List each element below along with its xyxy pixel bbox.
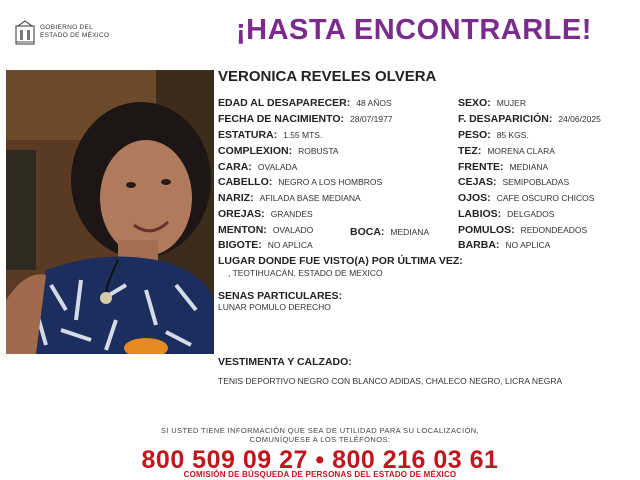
field-label: OREJAS: xyxy=(218,208,265,220)
clothing-label: VESTIMENTA Y CALZADO: xyxy=(218,356,352,368)
field-value: OVALADA xyxy=(257,162,298,172)
contact-info-line-1: SI USTED TIENE INFORMACIÓN QUE SEA DE UTILIDAD PARA SU LOCALIZACIÓN, xyxy=(160,426,480,435)
field-ears xyxy=(218,206,313,221)
logo-line-2: ESTADO DE MÉXICO xyxy=(40,32,110,39)
field-value: 24/06/2025 xyxy=(558,114,601,124)
field-label: MENTON: xyxy=(218,224,267,236)
field-value: OVALADO xyxy=(272,225,314,235)
commission-name: COMISIÓN DE BÚSQUEDA DE PERSONAS DEL ESTADO DE MÉXICO xyxy=(183,470,457,479)
field-value: MORENA CLARA xyxy=(487,146,555,156)
field-value: REDONDEADOS xyxy=(520,225,588,235)
field-height xyxy=(218,127,322,142)
field-label: SEXO: xyxy=(458,97,491,109)
field-value: MEDIANA xyxy=(509,162,549,172)
field-hair xyxy=(218,174,382,189)
contact-info-line-2: COMUNÍQUESE A LOS TELÉFONOS: xyxy=(249,435,391,444)
distinguishing-marks-label: SENAS PARTICULARES: xyxy=(218,290,343,302)
search-banner: ¡HASTA ENCONTRARLE! xyxy=(236,14,592,46)
clothing-value: TENIS DEPORTIVO NEGRO CON BLANCO ADIDAS, CHALECO NEGRO, LICRA NEGRA xyxy=(218,376,563,386)
field-label: FRENTE: xyxy=(458,161,504,173)
field-weight xyxy=(458,127,529,142)
field-eyebrows xyxy=(458,174,569,189)
person-name: VERONICA REVELES OLVERA xyxy=(218,68,437,85)
field-forehead xyxy=(458,159,548,174)
field-lips xyxy=(458,206,554,221)
field-beard xyxy=(458,237,550,252)
field-value: DELGADOS xyxy=(507,209,555,219)
field-value: ROBUSTA xyxy=(298,146,339,156)
field-label: TEZ: xyxy=(458,145,482,157)
field-cheekbones xyxy=(458,222,587,237)
person-photo xyxy=(6,70,214,354)
field-label: PESO: xyxy=(458,129,491,141)
field-label: CEJAS: xyxy=(458,176,497,188)
field-value: AFILADA BASE MEDIANA xyxy=(259,193,361,203)
field-label: F. DESAPARICIÓN: xyxy=(458,113,553,125)
field-value: CAFE OSCURO CHICOS xyxy=(496,193,595,203)
field-eyes xyxy=(458,190,594,205)
phone-number-1: 800 509 09 27 xyxy=(141,446,308,474)
field-value: MUJER xyxy=(496,98,526,108)
field-label: POMULOS: xyxy=(458,224,515,236)
field-label: BARBA: xyxy=(458,239,500,251)
last-seen-label: LUGAR DONDE FUE VISTO(A) POR ÚLTIMA VEZ: xyxy=(218,255,463,267)
distinguishing-marks-value: LUNAR POMULO DERECHO xyxy=(218,302,331,312)
logo-line-1: GOBIERNO DEL xyxy=(40,24,94,31)
field-label: FECHA DE NACIMIENTO: xyxy=(218,113,344,125)
field-label: OJOS: xyxy=(458,192,491,204)
field-value: NO APLICA xyxy=(505,240,551,250)
field-build xyxy=(218,143,339,158)
field-value: MEDIANA xyxy=(390,227,430,237)
field-label: CARA: xyxy=(218,161,252,173)
contact-info xyxy=(0,426,640,444)
field-disappearance-date xyxy=(458,111,601,126)
field-label: BIGOTE: xyxy=(218,239,262,251)
field-face xyxy=(218,159,297,174)
field-label: NARIZ: xyxy=(218,192,254,204)
field-chin xyxy=(218,222,313,237)
field-complexion xyxy=(458,143,555,158)
logo-text xyxy=(40,24,109,40)
government-logo xyxy=(14,20,114,48)
field-label: LABIOS: xyxy=(458,208,502,220)
state-emblem-icon xyxy=(14,20,36,46)
field-value: 85 KGS. xyxy=(496,130,529,140)
field-birthdate xyxy=(218,111,393,126)
field-label: EDAD AL DESAPARECER: xyxy=(218,97,351,109)
field-value: 28/07/1977 xyxy=(350,114,393,124)
field-sex xyxy=(458,95,526,110)
field-nose xyxy=(218,190,361,205)
last-seen-value: , TEOTIHUACÁN, ESTADO DE MEXICO xyxy=(228,268,383,278)
field-value: NO APLICA xyxy=(267,240,313,250)
field-mustache xyxy=(218,237,313,252)
field-label: BOCA: xyxy=(350,226,385,238)
field-age xyxy=(218,95,392,110)
field-value: GRANDES xyxy=(270,209,313,219)
phone-separator: • xyxy=(315,446,325,474)
field-label: COMPLEXION: xyxy=(218,145,293,157)
field-mouth xyxy=(350,224,429,239)
field-label: ESTATURA: xyxy=(218,129,278,141)
field-label: CABELLO: xyxy=(218,176,273,188)
field-value: SEMIPOBLADAS xyxy=(502,177,570,187)
field-value: NEGRO A LOS HOMBROS xyxy=(278,177,383,187)
field-value: 1.55 MTS. xyxy=(283,130,323,140)
field-value: 48 AÑOS xyxy=(356,98,392,108)
phone-number-2: 800 216 03 61 xyxy=(332,446,499,474)
